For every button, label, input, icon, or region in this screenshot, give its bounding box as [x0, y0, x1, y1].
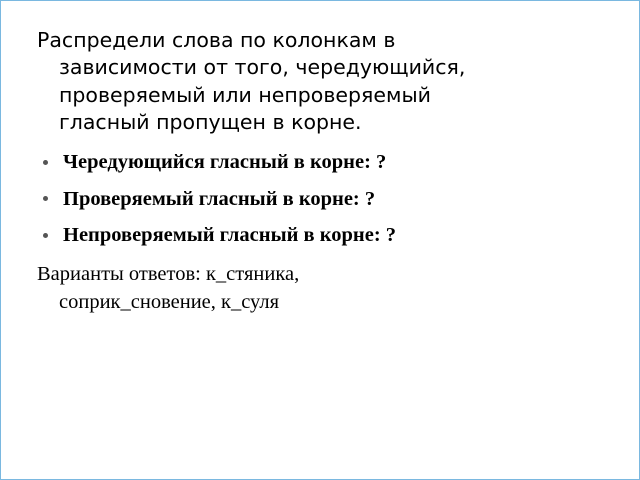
category-label-alternating: Чередующийся гласный в корне: ? [63, 151, 387, 173]
instruction-line-3: проверяемый или непроверяемый [59, 82, 431, 107]
bullet-dot-icon [43, 233, 48, 238]
category-label-uncheckable: Непроверяемый гласный в корне: ? [63, 224, 397, 247]
instruction-line-1: Распредели слова по колонкам в [37, 28, 396, 52]
instruction-paragraph [37, 27, 609, 136]
bullet-dot-icon [43, 160, 48, 165]
answer-options-label: Варианты ответов: к_стяника, [37, 262, 300, 285]
answer-options-paragraph [37, 260, 609, 317]
list-item [37, 223, 609, 249]
instruction-line-4: гласный пропущен в корне. [59, 109, 362, 134]
category-list [37, 150, 609, 249]
bullet-dot-icon [43, 196, 48, 201]
category-label-checkable: Проверяемый гласный в корне: ? [63, 187, 376, 210]
answer-options-continuation: соприк_сновение, к_суля [59, 291, 280, 314]
list-item [37, 187, 609, 213]
instruction-line-2: зависимости от того, чередующийся, [59, 55, 466, 80]
list-item [37, 150, 609, 176]
